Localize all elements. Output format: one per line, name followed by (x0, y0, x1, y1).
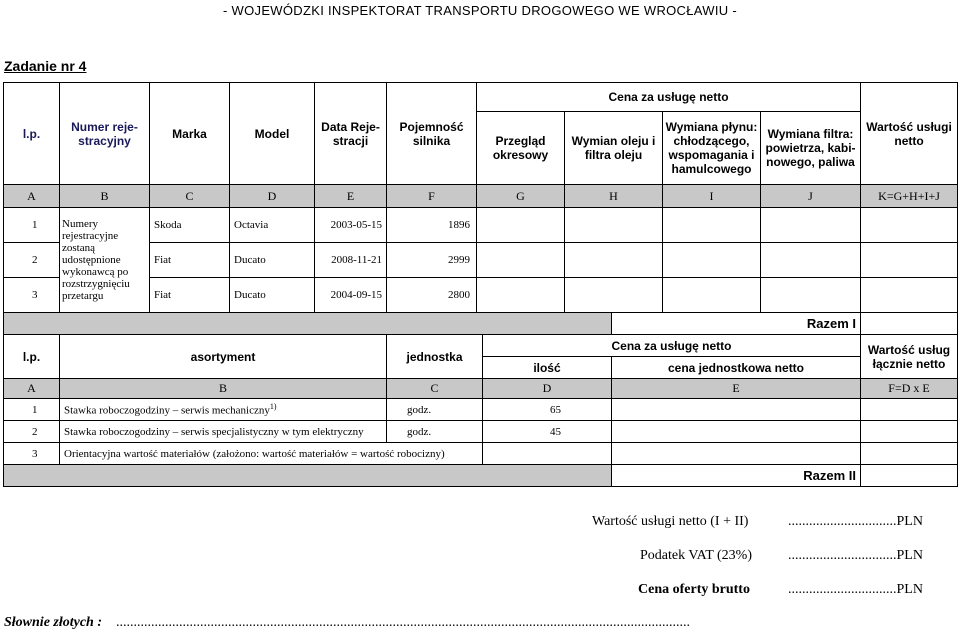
row-price-cell[interactable] (761, 243, 861, 278)
row-make: Fiat (150, 278, 230, 313)
row-price-cell[interactable] (477, 208, 565, 243)
row-model: Octavia (230, 208, 315, 243)
row-price-cell[interactable] (761, 208, 861, 243)
t2-row-total[interactable] (861, 443, 958, 465)
row-total-cell[interactable] (861, 208, 958, 243)
row-price-cell[interactable] (565, 208, 663, 243)
header-reg-date: Data Reje-stracji (315, 83, 387, 185)
t2-row-assortment: Stawka roboczogodziny – serwis specjalistyczny w tym elektryczny (60, 421, 387, 443)
letter-cell: I (663, 185, 761, 208)
task-title: Zadanie nr 4 (4, 58, 87, 74)
row-price-cell[interactable] (565, 243, 663, 278)
razem-i-spacer (4, 313, 612, 335)
hourly-rates-table (3, 312, 958, 487)
header-reg-number: Numer reje-stracyjny (60, 83, 150, 185)
letter-cell: E (315, 185, 387, 208)
row-lp: 1 (4, 208, 60, 243)
letter-cell: E (612, 379, 861, 399)
t2-header-assortment: asortyment (60, 335, 387, 379)
t2-header-total: Wartość usług łącznie netto (861, 335, 958, 379)
t2-row-unit: godz. (387, 399, 483, 421)
letter-cell: J (761, 185, 861, 208)
row-make: Fiat (150, 243, 230, 278)
letter-cell: K=G+H+I+J (861, 185, 958, 208)
header-fluid: Wymiana płynu: chłodzącego, wspomagania i hamulcowego (663, 112, 761, 185)
words-label: Słownie złotych : (4, 615, 103, 630)
reg-number-note: Numery rejestracyjne zostaną udostępnione wykonawcą po rozstrzygnięciu przetargu (60, 208, 150, 313)
letter-cell: C (150, 185, 230, 208)
letter-cell: F=D x E (861, 379, 958, 399)
document-header: - WOJEWÓDZKI INSPEKTORAT TRANSPORTU DROGOWEGO WE WROCŁAWIU - (223, 3, 737, 18)
row-engine: 2800 (387, 278, 477, 313)
header-total-value: Wartość usługi netto (861, 83, 958, 185)
header-oil: Wymian oleju i filtra oleju (565, 112, 663, 185)
t2-row-assortment: Orientacyjna wartość materiałów (założono: wartość materiałów = wartość robocizny) (60, 443, 483, 465)
razem-i-value[interactable] (861, 313, 958, 335)
letter-cell: A (4, 185, 60, 208)
t2-row-total[interactable] (861, 399, 958, 421)
summary-gross-label: Cena oferty brutto (638, 582, 750, 597)
t2-row-total[interactable] (861, 421, 958, 443)
letter-cell: B (60, 185, 150, 208)
row-date: 2003-05-15 (315, 208, 387, 243)
t2-row-assortment: Stawka roboczogodziny – serwis mechaniczny$^{1)}$ (60, 399, 387, 421)
letter-cell: D (230, 185, 315, 208)
summary-gross-value[interactable]: ...............................PLN (788, 582, 923, 597)
letter-cell: G (477, 185, 565, 208)
row-price-cell[interactable] (565, 278, 663, 313)
t2-header-price-group: Cena za usługę netto (483, 335, 861, 357)
row-price-cell[interactable] (663, 278, 761, 313)
t2-row-empty (483, 443, 612, 465)
letter-cell: H (565, 185, 663, 208)
t2-row-unit: godz. (387, 421, 483, 443)
t2-header-unit-price: cena jednostkowa netto (612, 357, 861, 379)
t2-row-unit-price[interactable] (612, 421, 861, 443)
t2-row-lp: 2 (4, 421, 60, 443)
t2-header-qty: ilość (483, 357, 612, 379)
words-value[interactable]: .................................................................................................................................................................... (116, 615, 690, 630)
row-total-cell[interactable] (861, 278, 958, 313)
t2-row-qty: 65 (483, 399, 612, 421)
header-filter: Wymiana filtra: powietrza, kabi-nowego, paliwa (761, 112, 861, 185)
row-price-cell[interactable] (663, 243, 761, 278)
letter-cell: C (387, 379, 483, 399)
t2-row-qty: 45 (483, 421, 612, 443)
letter-cell: D (483, 379, 612, 399)
row-engine: 2999 (387, 243, 477, 278)
t2-header-lp: l.p. (4, 335, 60, 379)
letter-cell: B (60, 379, 387, 399)
row-price-cell[interactable] (663, 208, 761, 243)
t2-row-lp: 3 (4, 443, 60, 465)
razem-ii-value[interactable] (861, 465, 958, 487)
header-price-group: Cena za usługę netto (477, 83, 861, 112)
t2-row-unit-price[interactable] (612, 443, 861, 465)
summary-vat-value[interactable]: ...............................PLN (788, 548, 923, 563)
row-model: Ducato (230, 278, 315, 313)
row-price-cell[interactable] (477, 278, 565, 313)
razem-ii-label: Razem II (612, 465, 861, 487)
header-make: Marka (150, 83, 230, 185)
razem-ii-spacer (4, 465, 612, 487)
header-engine: Pojemność silnika (387, 83, 477, 185)
services-table (3, 82, 958, 313)
row-engine: 1896 (387, 208, 477, 243)
header-inspection: Przegląd okresowy (477, 112, 565, 185)
row-date: 2004-09-15 (315, 278, 387, 313)
t2-header-unit: jednostka (387, 335, 483, 379)
t2-row-lp: 1 (4, 399, 60, 421)
row-total-cell[interactable] (861, 243, 958, 278)
row-lp: 3 (4, 278, 60, 313)
header-model: Model (230, 83, 315, 185)
row-lp: 2 (4, 243, 60, 278)
t2-row-unit-price[interactable] (612, 399, 861, 421)
row-date: 2008-11-21 (315, 243, 387, 278)
summary-net-value[interactable]: ...............................PLN (788, 514, 923, 529)
letter-cell: A (4, 379, 60, 399)
summary-vat-label: Podatek VAT (23%) (640, 548, 752, 563)
letter-cell: F (387, 185, 477, 208)
row-make: Skoda (150, 208, 230, 243)
razem-i-label: Razem I (612, 313, 861, 335)
header-lp: l.p. (4, 83, 60, 185)
row-price-cell[interactable] (477, 243, 565, 278)
row-model: Ducato (230, 243, 315, 278)
summary-net-label: Wartość usługi netto (I + II) (592, 514, 749, 529)
row-price-cell[interactable] (761, 278, 861, 313)
